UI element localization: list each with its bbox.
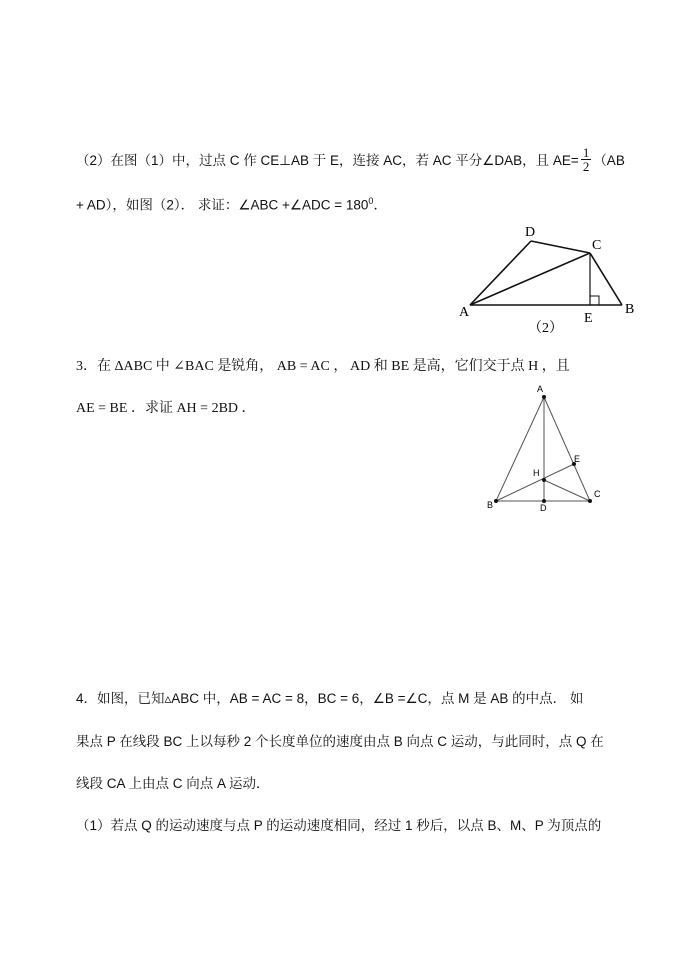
segment-dc	[531, 241, 590, 253]
segment-ad	[470, 241, 531, 305]
p4-line1: 4．如图，已知▵ABC 中，AB = AC = 8，BC = 6，∠B =∠C，点 M 是 AB 的中点． 如	[76, 691, 584, 706]
p2-line2	[76, 192, 387, 215]
p2-line1	[76, 145, 625, 175]
figure-caption: （2）	[528, 321, 563, 336]
fraction-numerator: 1	[582, 145, 590, 160]
figure-2-trapezoid	[455, 222, 640, 337]
label-c: C	[592, 238, 602, 253]
segment-ac	[470, 253, 590, 305]
point-b	[494, 499, 498, 503]
figure-3-triangle	[480, 382, 610, 514]
p3-line1: 3．在 ΔABC 中 ∠BAC 是锐角， AB = AC ， AD 和 BE 是高，它们交于点 H ，且	[76, 359, 570, 374]
label-a: A	[537, 384, 544, 394]
point-a	[542, 395, 546, 399]
p2-line1-tail: （AB	[593, 153, 625, 169]
label-d: D	[525, 225, 536, 240]
label-e: E	[574, 454, 581, 464]
label-b: B	[487, 500, 494, 510]
fraction-denominator: 2	[582, 159, 590, 174]
fraction-one-half	[581, 146, 592, 173]
p2-line2-text: + AD），如图（2）． 求证：∠ABC +∠ADC = 180	[76, 197, 369, 213]
segment-hc	[544, 480, 590, 501]
label-a: A	[459, 305, 470, 320]
right-angle-mark	[590, 296, 599, 305]
label-c: C	[594, 489, 601, 499]
p4-line4: （1）若点 Q 的运动速度与点 P 的运动速度相同，经过 1 秒后，以点 B、M、P 为顶点的	[76, 818, 602, 833]
segment-ac	[544, 397, 590, 501]
p3-line2: AE = BE ．求证 AH = 2BD ．	[76, 401, 256, 416]
p2-line1-text: （2）在图（1）中，过点 C 作 CE⊥AB 于 E，连接 AC，若 AC 平分∠DAB，且 AE=	[76, 153, 579, 169]
point-h	[542, 478, 546, 482]
p2-line2-end: ．	[373, 197, 387, 213]
label-d: D	[540, 503, 547, 513]
label-b: B	[625, 302, 635, 317]
p4-line2: 果点 P 在线段 BC 上以每秒 2 个长度单位的速度由点 B 向点 C 运动，与此同时，点 Q 在	[76, 734, 604, 749]
label-e: E	[584, 311, 593, 326]
segment-cb	[590, 253, 622, 305]
segment-ab	[496, 397, 544, 501]
label-h: H	[533, 468, 540, 478]
point-c	[588, 499, 592, 503]
p4-line3: 线段 CA 上由点 C 向点 A 运动．	[76, 776, 270, 791]
degree-superscript: 0	[368, 196, 374, 206]
